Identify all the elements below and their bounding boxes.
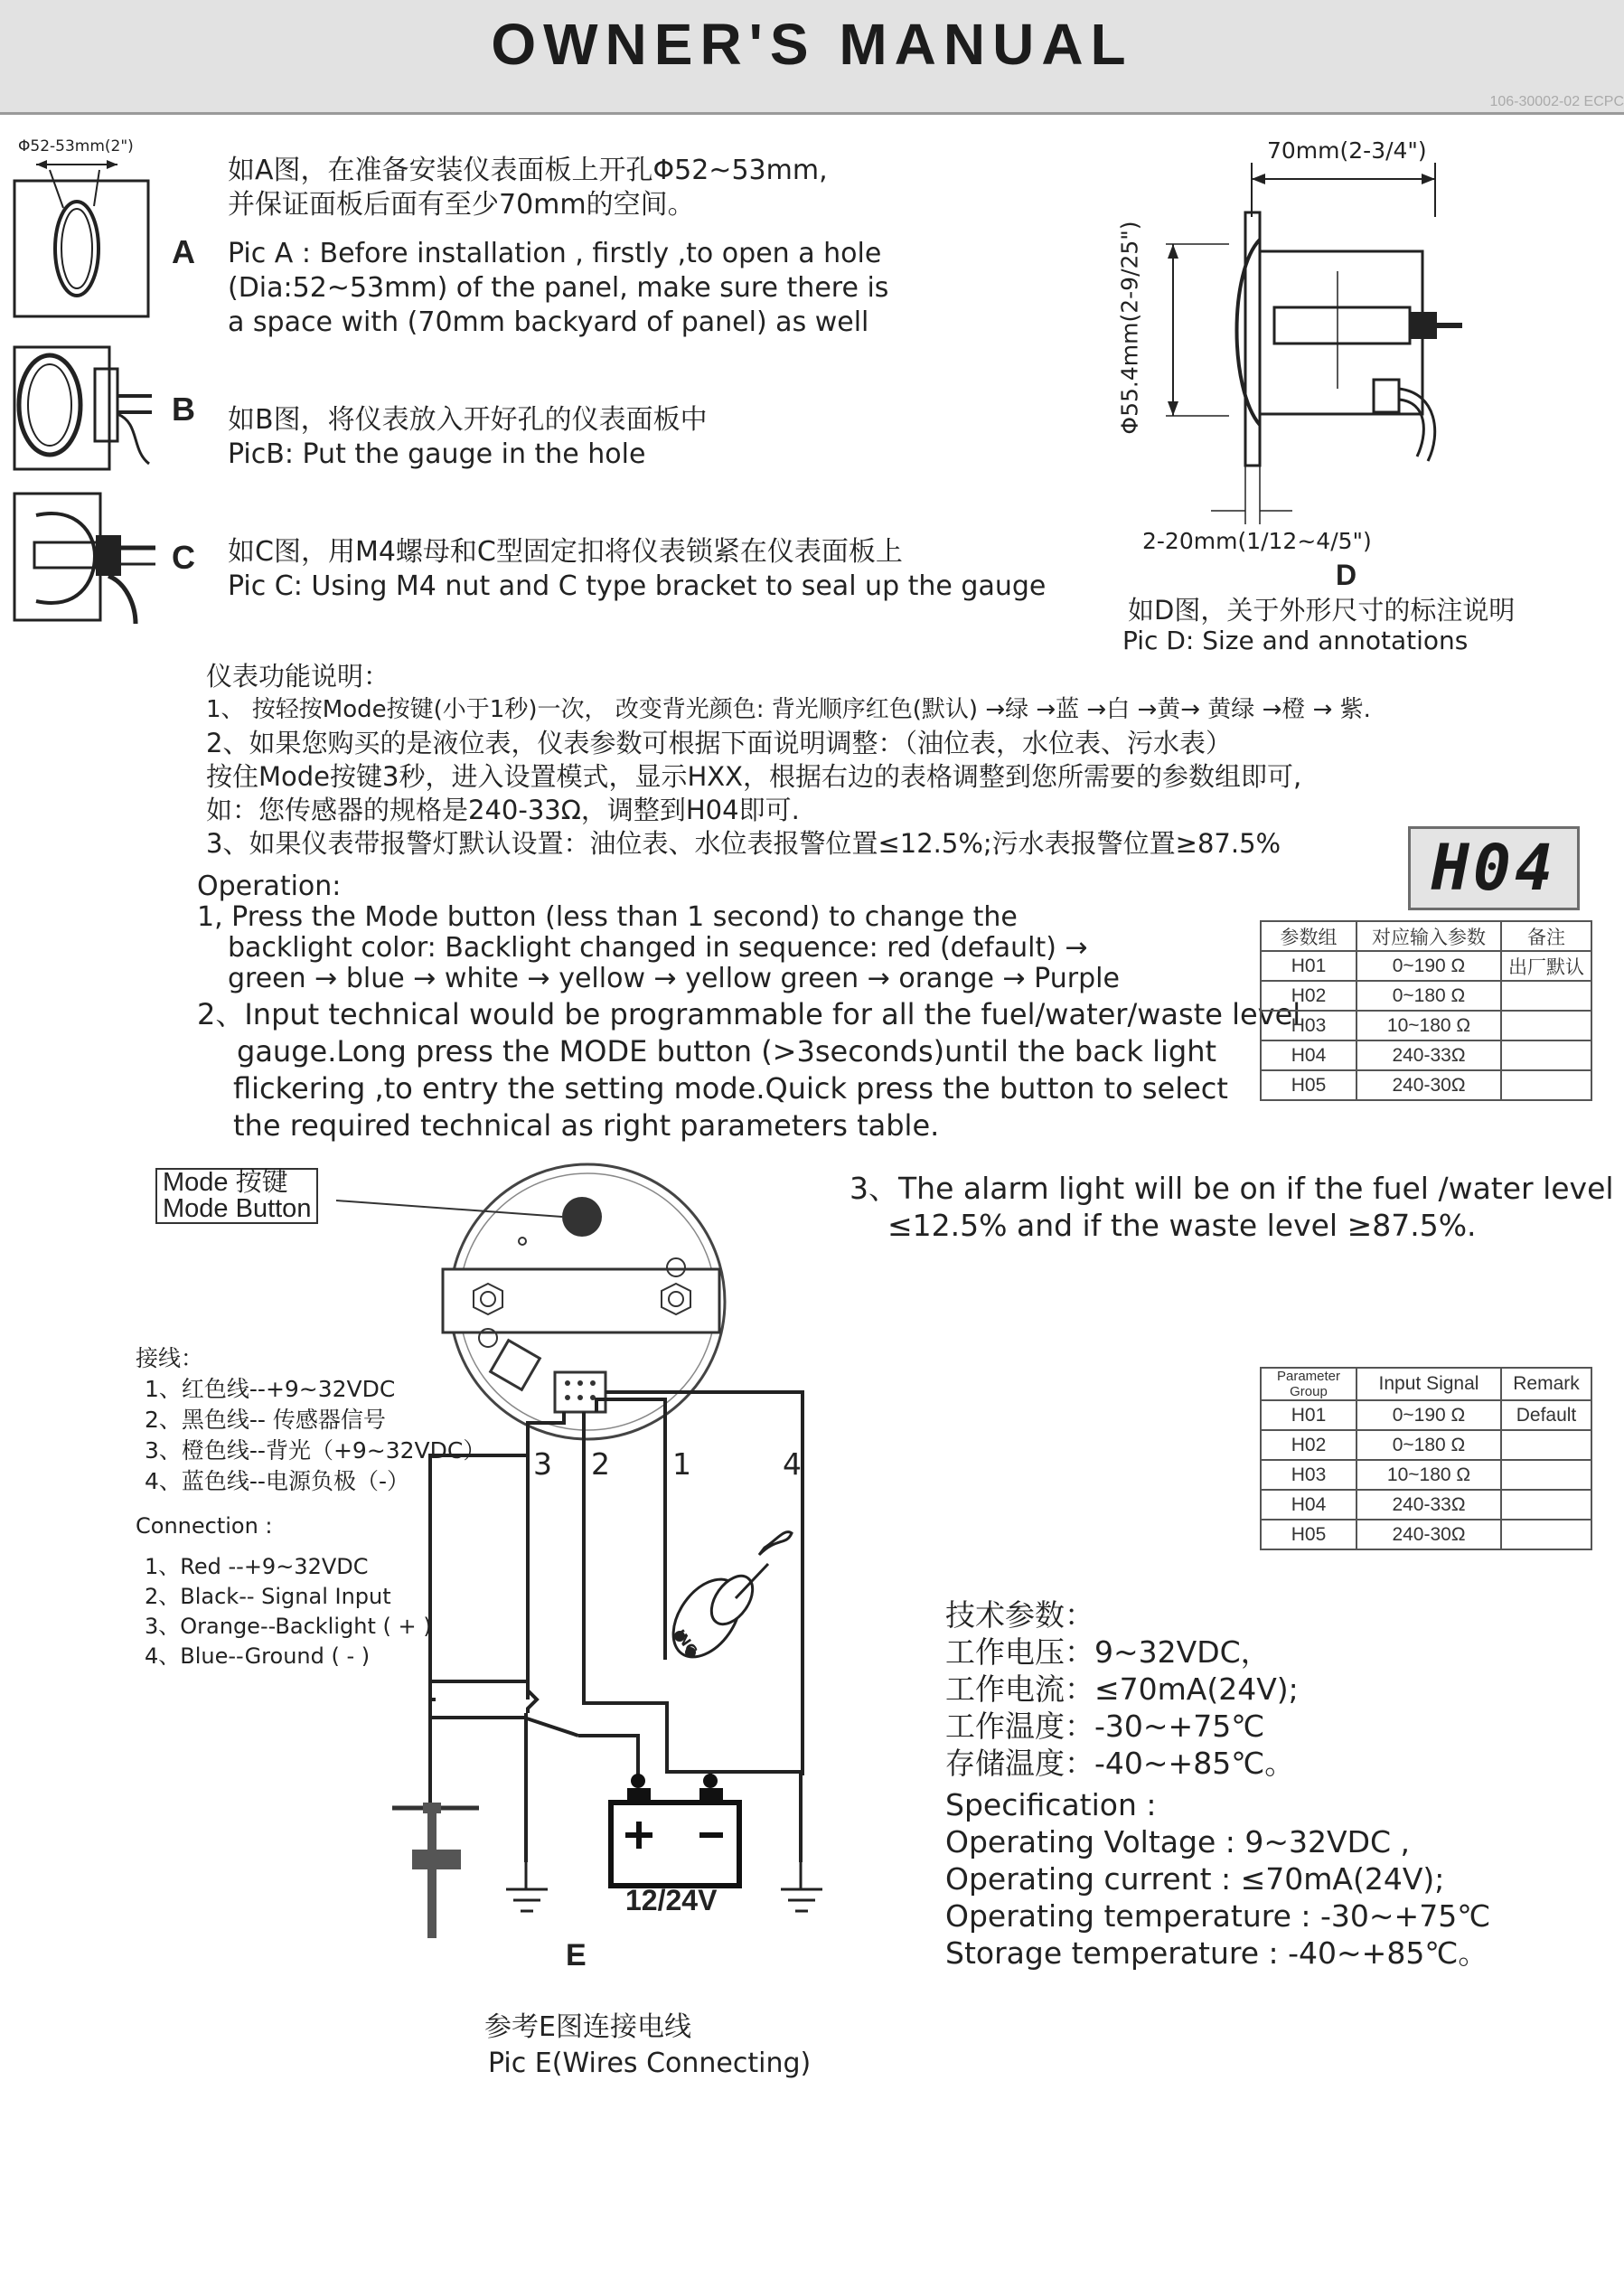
table-row [1261,1430,1591,1460]
pic-b-letter: B [172,391,195,428]
spec-en-line-3: Operating temperature : -30~+75℃ [945,1898,1491,1934]
spec-en-line-4: Storage temperature : -40~+85℃。 [945,1935,1488,1971]
wire-number-4: 4 [783,1446,802,1482]
wiring-zh [136,1343,485,1497]
table-row [1261,1011,1591,1040]
pic-a-en-line-1: Pic A : Before installation , firstly ,to open a hole [228,238,882,269]
table-row [1261,1460,1591,1490]
table-cell [1501,1011,1591,1040]
spec-zh-heading: 技术参数： [945,1597,1094,1633]
table-cell: H04 [1261,1490,1356,1520]
spec-zh-line-4: 存储温度：-40~+85℃。 [945,1746,1295,1781]
parameter-table-zh [1260,920,1592,1101]
table-cell [1501,1070,1591,1100]
alarm-line-2: ≤12.5% and if the waste level ≥87.5%. [887,1208,1477,1243]
ignition-label: ING [671,1626,701,1659]
table-header: Parameter Group [1261,1368,1356,1400]
table-cell: H05 [1261,1070,1356,1100]
table-row [1261,1520,1591,1549]
table-row [1261,1490,1591,1520]
pic-a-zh-line-2: 并保证面板后面有至少70mm的空间。 [228,189,695,221]
pic-a-illustration [9,154,154,325]
operation-heading: Operation: [197,871,342,902]
pic-a-en-line-2: (Dia:52~53mm) of the panel, make sure there is [228,272,889,304]
pic-b-text [228,403,708,472]
pic-e-en: Pic E(Wires Connecting) [488,2048,812,2079]
specifications-en [945,1786,1490,1972]
table-cell [1501,1430,1591,1460]
wiring-zh-line-2: 2、黑色线-- 传感器信号 [145,1407,386,1433]
wire-number-3: 3 [533,1446,552,1482]
pic-d-panel-label: 2-20mm(1/12~4/5") [1142,528,1372,554]
operation-line-3: green → blue → white → yellow → yellow green → orange → Purple [228,963,1120,994]
table-cell: 0~180 Ω [1356,981,1501,1011]
table-cell: 10~180 Ω [1356,1011,1501,1040]
table-header: 备注 [1501,921,1591,951]
mode-button-en: Mode Button [163,1194,312,1223]
function-zh-line-5: 3、如果仪表带报警灯默认设置：油位表、水位表报警位置≤12.5%;污水表报警位置≥87.5% [206,828,1281,859]
pic-c-letter: C [172,539,195,576]
table-cell [1501,1460,1591,1490]
function-zh-line-3: 按住Mode按键3秒，进入设置模式，显示HXX，根据右边的表格调整到您所需要的参数组即可, [206,761,1302,792]
pic-d-depth-label: 70mm(2-3/4") [1267,137,1427,164]
table-cell: 10~180 Ω [1356,1460,1501,1490]
spec-en-heading: Specification : [945,1787,1157,1822]
spec-zh-line-2: 工作电流：≤70mA(24V); [945,1671,1299,1707]
function-zh-line-1: 1、 按轻按Mode按键(小于1秒)一次， 改变背光颜色: 背光顺序红色(默认) →绿 →蓝 →白 →黄→ 黄绿 →橙 → 紫. [206,696,1371,723]
table-header: 参数组 [1261,921,1356,951]
table-cell: H01 [1261,951,1356,981]
pic-d-diameter-label: Φ55.4mm(2-9/25") [1116,221,1143,435]
wiring-en-line-3: 3、Orange--Backlight ( + ) [145,1614,432,1639]
pic-c-en: Pic C: Using M4 nut and C type bracket to seal up the gauge [228,570,1047,602]
page-header [0,0,1624,115]
table-cell: 240-30Ω [1356,1070,1501,1100]
pic-a-text [228,154,828,222]
function-zh-line-4: 如：您传感器的规格是240-33Ω，调整到H04即可. [206,795,800,825]
table-cell: 0~180 Ω [1356,1430,1501,1460]
pic-d-en: Pic D: Size and annotations [1122,626,1469,655]
table-cell: H02 [1261,981,1356,1011]
wiring-zh-heading: 接线： [136,1345,204,1371]
pic-d-zh: 如D图，关于外形尺寸的标注说明 [1128,595,1516,626]
operation-line-7: the required technical as right parameters table. [233,1108,940,1143]
pic-e-letter: E [566,1938,587,1972]
function-zh-line-2: 2、如果您购买的是液位表，仪表参数可根据下面说明调整：（油位表，水位表、污水表） [206,728,1232,758]
pic-a-en-line-3: a space with (70mm backyard of panel) as well [228,306,869,338]
mode-button-zh: Mode 按键 [163,1168,288,1197]
table-cell [1501,1520,1591,1549]
alarm-line-1: 3、The alarm light will be on if the fuel /water level [850,1171,1614,1206]
table-cell: Default [1501,1400,1591,1430]
wire-number-1: 1 [672,1446,691,1482]
pic-b-zh: 如B图，将仪表放入开好孔的仪表面板中 [228,404,708,436]
wire-number-2: 2 [591,1446,610,1482]
pic-a-en-text [228,237,888,340]
table-cell: H02 [1261,1430,1356,1460]
pic-c-text [228,535,1046,604]
table-row [1261,981,1591,1011]
pic-c-illustration [9,488,163,628]
table-cell: H04 [1261,1040,1356,1070]
battery-voltage: 12/24V [625,1884,718,1916]
table-cell [1501,1490,1591,1520]
operation-en [197,871,1120,994]
table-cell: 0~190 Ω [1356,951,1501,981]
function-description-zh [206,660,1371,861]
table-cell: 240-30Ω [1356,1520,1501,1549]
table-row [1261,1070,1591,1100]
spec-en-line-2: Operating current : ≤70mA(24V); [945,1861,1445,1897]
operation-line-1: 1, Press the Mode button (less than 1 second) to change the [197,901,1018,933]
pic-b-illustration [9,342,163,477]
specifications-zh [945,1596,1299,1782]
pic-b-en: PicB: Put the gauge in the hole [228,438,646,470]
page-title: OWNER'S MANUAL [491,12,1133,77]
wiring-en [136,1511,432,1671]
table-cell: H01 [1261,1400,1356,1430]
operation-line-5: gauge.Long press the MODE button (>3seconds)until the back light [237,1034,1217,1069]
wiring-en-line-1: 1、Red --+9~32VDC [145,1554,369,1579]
wiring-zh-line-3: 3、橙色线--背光（+9~32VDC） [145,1437,486,1464]
operation-line-6: flickering ,to entry the setting mode.Quick press the button to select [233,1071,1228,1106]
spec-zh-line-1: 工作电压：9~32VDC， [945,1634,1271,1670]
pic-e-zh: 参考E图连接电线 [484,2011,691,2043]
wiring-en-line-2: 2、Black-- Signal Input [145,1584,391,1609]
table-row [1261,1040,1591,1070]
table-cell: 出厂默认 [1501,951,1591,981]
alarm-description [850,1170,1614,1244]
wiring-en-heading: Connection : [136,1513,273,1539]
table-header: Remark [1501,1368,1591,1400]
table-cell: H05 [1261,1520,1356,1549]
wiring-zh-line-1: 1、红色线--+9~32VDC [145,1376,396,1402]
table-cell: 240-33Ω [1356,1490,1501,1520]
table-cell [1501,981,1591,1011]
table-header: 对应输入参数 [1356,921,1501,951]
operation-en-2 [197,996,1300,1144]
table-cell [1501,1040,1591,1070]
pic-a-letter: A [172,233,195,270]
lcd-display: H04 [1408,826,1580,910]
table-header-row [1261,1368,1591,1400]
pic-c-zh: 如C图，用M4螺母和C型固定扣将仪表锁紧在仪表面板上 [228,536,903,568]
wiring-en-line-4: 4、Blue--Ground ( - ) [145,1643,371,1669]
pic-d-illustration [1130,163,1491,542]
document-number: 106-30002-02 ECPC [1489,94,1624,109]
spec-en-line-1: Operating Voltage : 9~32VDC , [945,1824,1410,1859]
function-zh-heading: 仪表功能说明： [206,661,390,692]
spec-zh-line-3: 工作温度：-30~+75℃ [945,1709,1265,1744]
table-cell: H03 [1261,1460,1356,1490]
pic-a-dimension-label: Φ52-53mm(2") [18,137,134,155]
wiring-zh-line-4: 4、蓝色线--电源负极（-） [145,1468,409,1494]
table-cell: 240-33Ω [1356,1040,1501,1070]
table-cell: 0~190 Ω [1356,1400,1501,1430]
parameter-table-en [1260,1367,1592,1550]
table-header-row [1261,921,1591,951]
operation-line-4: 2、Input technical would be programmable for all the fuel/water/waste level [197,997,1301,1031]
table-row [1261,951,1591,981]
pic-a-zh-line-1: 如A图，在准备安装仪表面板上开孔Φ52~53mm, [228,155,828,186]
operation-line-2: backlight color: Backlight changed in sequence: red (default) → [228,932,1088,964]
table-cell: H03 [1261,1011,1356,1040]
table-header: Input Signal [1356,1368,1501,1400]
pic-d-letter: D [1336,559,1357,591]
table-row [1261,1400,1591,1430]
